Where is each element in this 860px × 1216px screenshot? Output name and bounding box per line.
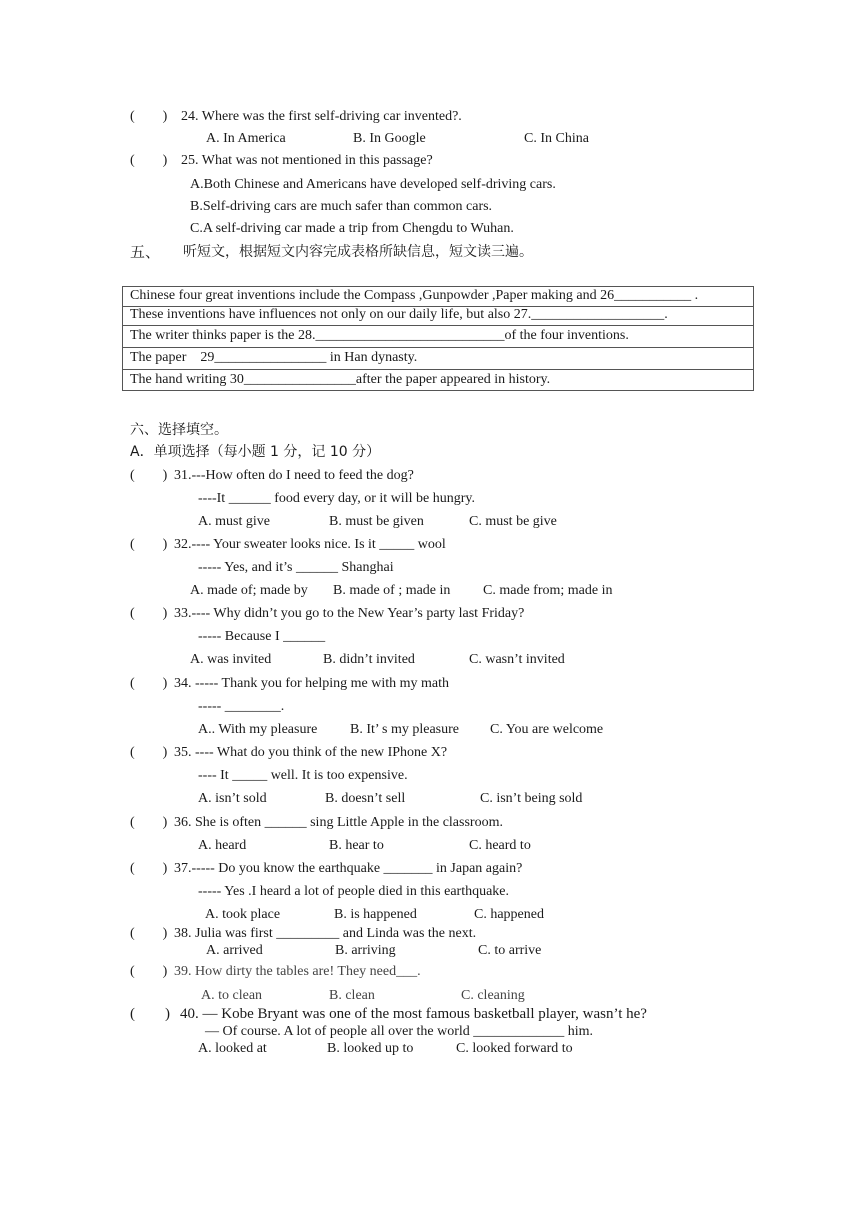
q35-option-a: A. isn’t sold [198,791,267,806]
q39-option-c: C. cleaning [461,988,525,1003]
q39-option-a: A. to clean [201,988,263,1003]
q33-option-b: B. didn’t invited [323,652,415,667]
q25-option-b: B.Self-driving cars are much safer than common cars. [190,199,493,214]
table-row-29: The paper 29________________ in Han dynasty. [130,350,418,365]
q32-option-b: B. made of ; made in [333,583,451,598]
q25-option-c: C.A self-driving car made a trip from Chengdu to Wuhan. [190,221,514,236]
q35-answer-blank[interactable]: ( ) [130,745,168,760]
q38-option-a: A. arrived [206,943,263,958]
q35-option-b: B. doesn’t sell [325,791,406,806]
q32-answer-blank[interactable]: ( ) [130,537,168,552]
q37-option-a: A. took place [205,907,281,922]
q33-answer-blank[interactable]: ( ) [130,606,168,621]
q37-option-b: B. is happened [334,907,417,922]
section-5-instruction: 听短文，根据短文内容完成表格所缺信息，短文读三遍。 [183,244,533,260]
q36-option-c: C. heard to [469,838,531,853]
table-row [123,306,753,326]
q24-stem: 24. Where was the first self-driving car invented?. [181,109,462,124]
q38-option-c: C. to arrive [478,943,542,958]
q37-option-c: C. happened [474,907,544,922]
table-row-30: The hand writing 30________________after the paper appeared in history. [130,372,551,387]
q33-stem: 33.---- Why didn’t you go to the New Year’s party last Friday? [174,606,525,621]
q37-answer-blank[interactable]: ( ) [130,861,168,876]
q33-option-a: A. was invited [190,652,272,667]
q24-option-c: C. In China [524,131,589,146]
q38-stem: 38. Julia was first _________ and Linda was the next. [174,926,477,941]
q31-option-c: C. must be give [469,514,557,529]
q35-reply: ---- It _____ well. It is too expensive. [198,768,408,783]
q31-stem: 31.---How often do I need to feed the dog? [174,468,414,483]
q34-option-c: C. You are welcome [490,722,604,737]
info-table [122,286,754,391]
q25-option-a: A.Both Chinese and Americans have developed self-driving cars. [190,177,556,192]
q39-stem: 39. How dirty the tables are! They need___. [174,964,421,979]
q40-option-b: B. looked up to [327,1041,414,1056]
q40-answer-blank[interactable]: ( ) [130,1006,170,1022]
q35-stem: 35. ---- What do you think of the new IPhone X? [174,745,448,760]
q25-stem: 25. What was not mentioned in this passage? [181,153,433,168]
table-row-26: Chinese four great inventions include the Compass ,Gunpowder ,Paper making and 26___________ . [130,288,699,303]
q24-option-a: A. In America [206,131,286,146]
q40-stem: 40. — Kobe Bryant was one of the most famous basketball player, wasn’t he? [180,1006,647,1022]
section-5-number: 五、 [130,243,161,261]
q39-answer-blank[interactable]: ( ) [130,964,168,979]
q32-option-a: A. made of; made by [190,583,308,598]
q24-answer-blank[interactable]: ( ) [130,109,168,124]
q31-option-a: A. must give [198,514,270,529]
q34-option-a: A.. With my pleasure [198,722,318,737]
q37-reply: ----- Yes .I heard a lot of people died in this earthquake. [198,884,510,899]
q32-option-c: C. made from; made in [483,583,613,598]
q34-answer-blank[interactable]: ( ) [130,676,168,691]
q33-reply: ----- Because I ______ [198,629,326,644]
q36-option-a: A. heard [198,838,247,853]
q31-reply: ----It ______ food every day, or it will be hungry. [198,491,475,506]
q34-option-b: B. It’ s my pleasure [350,722,459,737]
table-row [123,325,753,348]
q40-option-c: C. looked forward to [456,1041,573,1056]
q24-option-b: B. In Google [353,131,426,146]
q36-option-b: B. hear to [329,838,384,853]
table-row-27: These inventions have influences not only on our daily life, but also 27.___________________. [130,307,668,322]
q37-stem: 37.----- Do you know the earthquake _______ in Japan again? [174,861,523,876]
q38-option-b: B. arriving [335,943,396,958]
section-6-subtitle: A．单项选择（每小题 1 分，记 10 分） [130,444,381,460]
q36-answer-blank[interactable]: ( ) [130,815,168,830]
table-row [123,287,753,307]
section-6-title: 六、选择填空。 [130,422,228,438]
table-row [123,369,753,391]
q34-reply: ----- ________. [198,699,285,714]
q35-option-c: C. isn’t being sold [480,791,583,806]
q31-answer-blank[interactable]: ( ) [130,468,168,483]
q31-option-b: B. must be given [329,514,424,529]
q39-option-b: B. clean [329,988,375,1003]
q32-stem: 32.---- Your sweater looks nice. Is it _____ wool [174,537,446,552]
q38-answer-blank[interactable]: ( ) [130,926,168,941]
q40-reply: — Of course. A lot of people all over the world _____________ him. [205,1024,594,1039]
table-row [123,347,753,370]
q25-answer-blank[interactable]: ( ) [130,153,168,168]
q40-option-a: A. looked at [198,1041,267,1056]
q34-stem: 34. ----- Thank you for helping me with my math [174,676,450,691]
q32-reply: ----- Yes, and it’s ______ Shanghai [198,560,394,575]
table-row-28: The writer thinks paper is the 28.___________________________of the four inventions. [130,328,629,343]
q36-stem: 36. She is often ______ sing Little Apple in the classroom. [174,815,503,830]
q33-option-c: C. wasn’t invited [469,652,565,667]
